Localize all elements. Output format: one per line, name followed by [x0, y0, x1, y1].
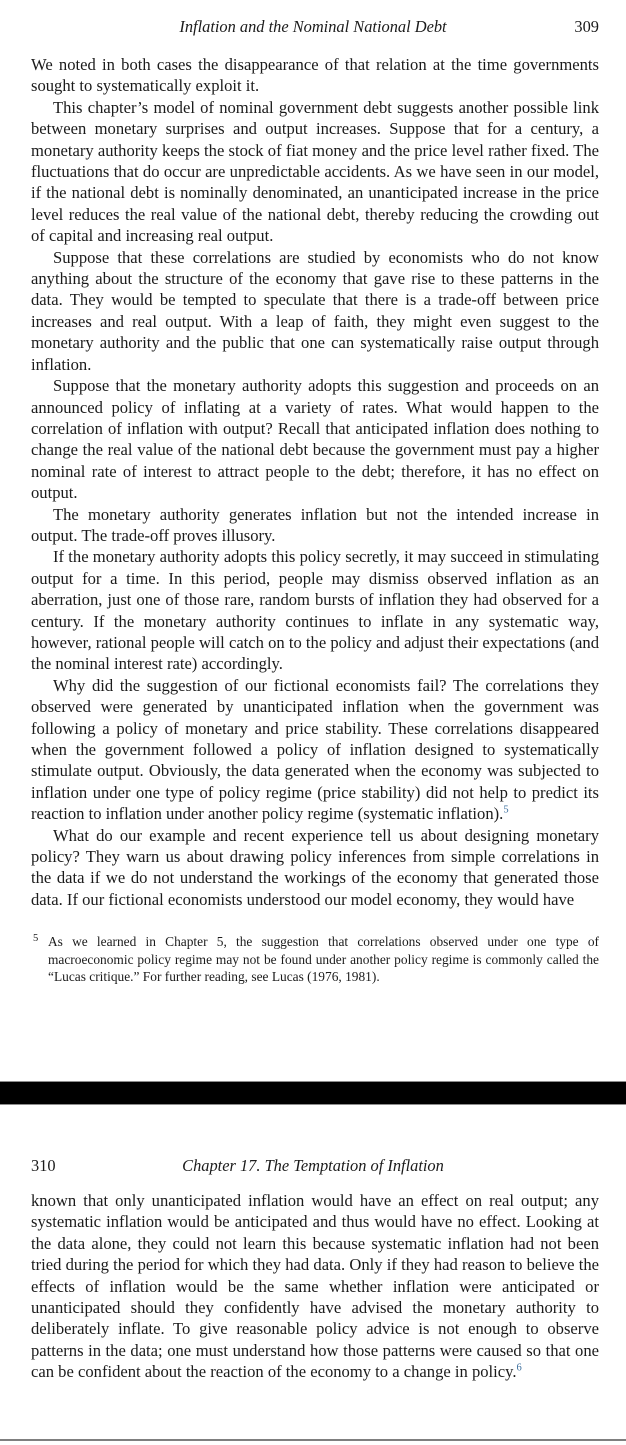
paragraph: The monetary authority generates inflation but not the intended increase in output. The trade-off proves illusory.	[31, 504, 599, 545]
footnote-marker: 5	[33, 933, 39, 945]
page-309	[0, 17, 626, 1081]
running-head-309	[0, 17, 626, 39]
paragraph: This chapter’s model of nominal government debt suggests another possible link between monetary surprises and output increases. Suppose that for a century, a monetary authority keeps the stock of fiat money and the price level rather fixed. The fluctuations that do occur are unpredictable accidents. As we have seen in our model, if the national debt is nominally denominated, an unanticipated increase in the price level reduces the real value of the national debt, thereby reducing the crowding out of capital and increasing real output.	[31, 97, 599, 246]
footnote-reference: 5	[503, 804, 509, 816]
paragraph: Suppose that the monetary authority adopts this suggestion and proceeds on an announced policy of inflating at a variety of rates. What would happen to the correlation of inflation with output? Recall that anticipated inflation does nothing to change the real value of the national debt because the government must pay a higher nominal rate of interest to attract people to the debt; therefore, it has no effect on output.	[31, 376, 599, 503]
page-310	[0, 1156, 626, 1445]
running-title-310: Chapter 17. The Temptation of Inflation	[182, 1156, 444, 1175]
paragraph: We noted in both cases the disappearance of that relation at the time governments sought to systematically exploit it.	[31, 55, 599, 96]
body-text-310	[31, 1190, 599, 1383]
paragraph: What do our example and recent experience tell us about designing monetary policy? They warn us about drawing policy inferences from simple correlations in the data if we do not understand the workings of the economy that generated those data. If our fictional economists understood our model economy, they would have	[31, 825, 599, 909]
bottom-rule	[0, 1439, 626, 1441]
page-number-310: 310	[31, 1156, 56, 1175]
body-text-309	[31, 54, 599, 910]
page-number-309: 309	[574, 17, 599, 36]
footnote-reference: 6	[516, 1362, 522, 1374]
paragraph: If the monetary authority adopts this policy secretly, it may succeed in stimulating output for a time. In this period, people may dismiss observed inflation as an aberration, just one of those rare, random bursts of inflation they had observed for a century. If the monetary authority continues to inflate in any systematic way, however, rational people will catch on to the policy and adjust their expectations (and the nominal interest rate) accordingly.	[31, 547, 599, 674]
page-separator-bar	[0, 1081, 626, 1105]
running-head-310	[0, 1156, 626, 1178]
paragraph: Suppose that these correlations are studied by economists who do not know anything about the structure of the economy that gave rise to these patterns in the data. They would be tempted to speculate that there is a trade-off between price increases and real output. With a leap of faith, they might even suggest to the monetary authority and the public that one can systematically raise output through inflation.	[31, 247, 599, 374]
footnote-5	[31, 933, 599, 985]
book-scan	[0, 17, 626, 1394]
paragraph: known that only unanticipated inflation would have an effect on real output; any systematic inflation would be anticipated and thus would have no effect. Looking at the data alone, they could not learn this because systematic inflation had not been tried during the period for which they had data. Only if they had reason to believe the effects of inflation would be the same whether inflation were anticipated or unanticipated should they confidently have advised the monetary authority to deliberately inflate. To give reasonable policy advice is not enough to observe patterns in the data; one must understand how those patterns were caused so that one can be confident about the reaction of the economy to a change in policy.$^6$	[31, 1191, 599, 1382]
running-title-309: Inflation and the Nominal National Debt	[179, 17, 447, 36]
paragraph: Why did the suggestion of our fictional economists fail? The correlations they observed were generated by unanticipated inflation when the government was following a policy of monetary and price stability. These correlations disappeared when the government followed a policy of inflation designed to systematically stimulate output. Obviously, the data generated when the economy was subjected to inflation under one type of policy regime (price stability) did not help to predict its reaction to inflation under another policy regime (systematic inflation).$^5$	[31, 675, 599, 824]
footnote-text: As we learned in Chapter 5, the suggestion that correlations observed under one type of macroeconomic policy regime may not be found under another policy regime is commonly called the “Lucas critique.” For further reading, see Lucas (1976, 1981).	[48, 934, 599, 985]
